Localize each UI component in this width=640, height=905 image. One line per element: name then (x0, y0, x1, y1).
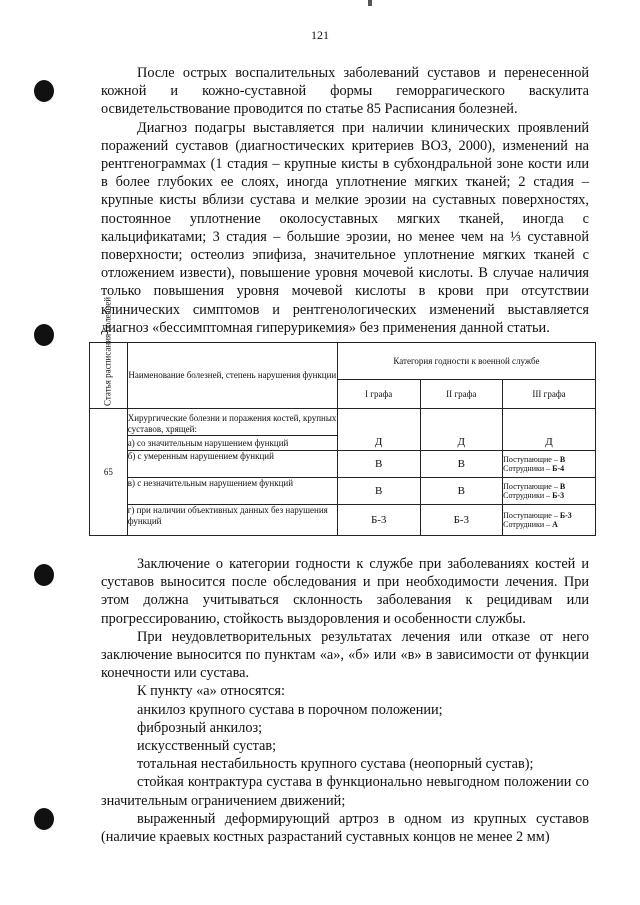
row-g2: В (420, 478, 503, 505)
row-g3: Д (503, 436, 596, 451)
col-name-header: Наименование болезней, степень нарушения функции (127, 343, 337, 409)
page-number: 121 (311, 28, 329, 42)
list-item: искусственный сустав; (137, 738, 277, 755)
row-desc: г) при наличии объективных данных без нарушения функций (127, 505, 337, 536)
graph-1-header: I графа (337, 380, 420, 409)
intro-text (101, 64, 589, 337)
row-g3: Поступающие – Б-3 Сотрудники – А (503, 505, 596, 536)
list-item: тотальная нестабильность крупного сустава (неопорный сустав); (137, 756, 534, 773)
scan-mark (368, 0, 372, 6)
table-row (90, 478, 596, 505)
binder-hole (34, 564, 54, 586)
row-g2: Д (420, 436, 503, 451)
col-category-header: Категория годности к военной службе (337, 343, 595, 380)
paragraph: выраженный деформирующий артроз в одном из крупных суставов (наличие краевых костных разрастаний суставных концов не менее 2 мм) (101, 810, 589, 846)
paragraph: стойкая контрактура сустава в функционально невыгодном положении со значительным ограничением движений; (101, 774, 589, 809)
paragraph: К пункту «а» относятся: (137, 683, 285, 700)
graph-3-header: III графа (503, 380, 596, 409)
table-row (90, 451, 596, 478)
conclusion-text (101, 555, 589, 846)
row-g3: Поступающие – В Сотрудники – Б-3 (503, 478, 596, 505)
list-item: фиброзный анкилоз; (137, 719, 263, 736)
row-g2: Б-3 (420, 505, 503, 536)
table-row (90, 436, 596, 451)
row-g2: В (420, 451, 503, 478)
row-g1: В (337, 451, 420, 478)
paragraph: Диагноз подагры выставляется при наличии клинических проявлений поражений суставов (диагностических критериев ВОЗ, 2000), изменений на рентгенограммах (1 стадия – крупные кисты в субхондральной зоне кости или в более глубоких ее слоях, иногда уплотнение мягких тканей; 2 стадия – крупные кисты вблизи сустава и мелкие эрозии на суставных поверхностях, постоянное уплотнение околосуставных мягких тканей, иногда с кальцификатами; 3 стадия – большие эрозии, но менее чем на ⅓ суставной поверхности; остеолиз эпифиза, значительное уплотнение мягких тканей с отложением извести), повышение уровня мочевой кислоты. В случае наличия только повышения уровня мочевой кислоты в крови при отсутствии клинических симптомов и рентгенологических изменений выставляется диагноз «бессимптомная гиперурикемия» без применения данной статьи. (101, 119, 589, 336)
row-desc: а) со значительным нарушением функций (127, 436, 337, 451)
row-g1: Б-3 (337, 505, 420, 536)
row-g1: Д (337, 436, 420, 451)
graph-2-header: II графа (420, 380, 503, 409)
table-row (90, 505, 596, 536)
binder-hole (34, 80, 54, 102)
table-row (90, 409, 596, 436)
row-g1: В (337, 478, 420, 505)
row-desc: б) с умеренным нарушением функций (127, 451, 337, 478)
binder-hole (34, 324, 54, 346)
paragraph: Заключение о категории годности к службе при заболеваниях костей и суставов выносится после обследования и при необходимости лечения. При этом должна учитываться склонность заболевания к рецидивам или прогрессированию, стойкость выздоровления и особенности службы. (101, 556, 589, 627)
fitness-table (89, 296, 596, 536)
row-g3: Поступающие – В Сотрудники – Б-4 (503, 451, 596, 478)
row-desc: в) с незначительным нарушением функций (127, 478, 337, 505)
paragraph: После острых воспалительных заболеваний суставов и перенесенной кожной и кожно-суставной формы геморрагического васкулита освидетельствование проводится по статье 85 Расписания болезней. (101, 65, 589, 118)
list-item: анкилоз крупного сустава в порочном положении; (137, 701, 443, 718)
paragraph: При неудовлетворительных результатах лечения или отказе от него заключение выносится по пунктам «а», «б» или «в» в зависимости от функции конечности или сустава. (101, 628, 589, 682)
col-article-header: Статья расписания болезней (90, 343, 128, 409)
article-title: Хирургические болезни и поражения костей, крупных суставов, хрящей: (127, 409, 337, 436)
binder-hole (34, 808, 54, 830)
article-number: 65 (90, 409, 128, 536)
